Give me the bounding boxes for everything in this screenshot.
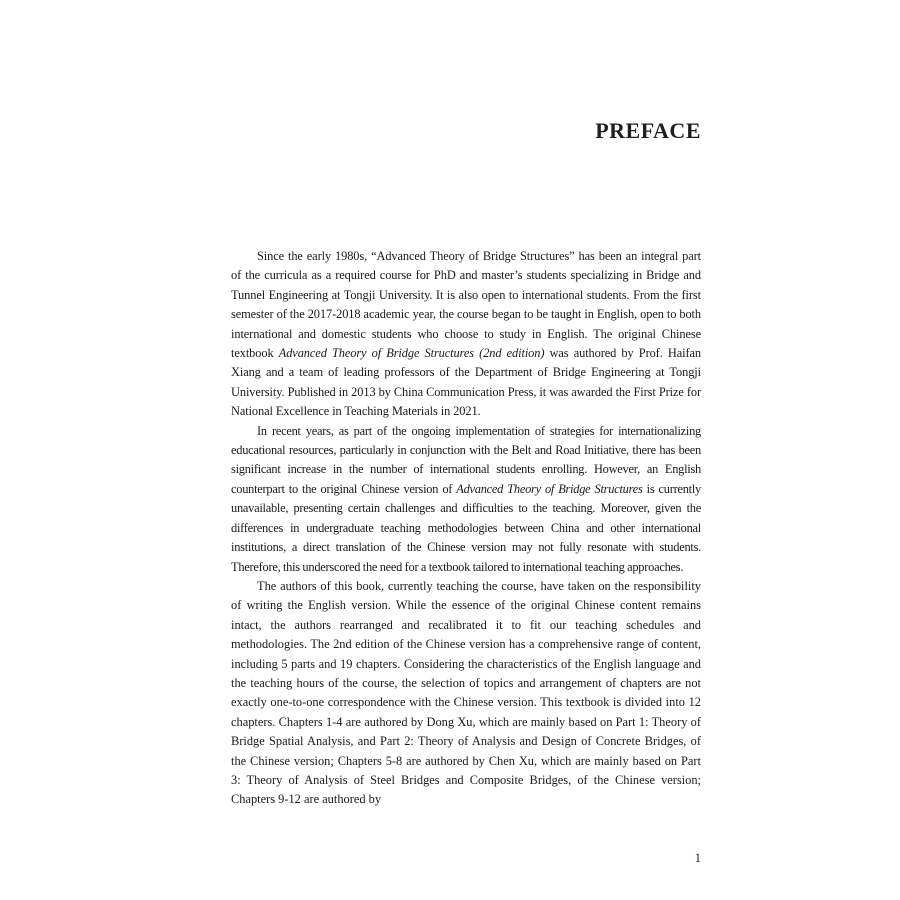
- paragraph-course-history: [231, 247, 701, 422]
- page-title: PREFACE: [595, 118, 701, 143]
- book-title-italic: Advanced Theory of Bridge Structures: [456, 481, 643, 496]
- paragraph-text: is currently unavailable, presenting certain challenges and difficulties to the teaching. Moreover, given the differences in undergraduate teaching methodologies between China and other international institutions, a direct translation of the Chinese version may not fully resonate with students. Therefore, this underscored the need for a textbook tailored to international teaching approaches.: [231, 481, 701, 574]
- paragraph-motivation: [231, 422, 701, 577]
- page-number: 1: [694, 851, 701, 865]
- preface-body: [231, 247, 701, 810]
- paragraph-text: was authored by Prof. Haifan Xiang and a team of leading professors of the Department of Bridge Engineering at Tongji University. Published in 2013 by China Communication Press, it was awarded the First Prize for National Excellence in Teaching Materials in 2021.: [231, 346, 701, 419]
- book-title-italic: Advanced Theory of Bridge Structures (2nd edition): [278, 346, 545, 361]
- paragraph-text: In recent years, as part of the ongoing implementation of strategies for internationalizing educational resources, particularly in conjunction with the Belt and Road Initiative, there has been significant increase in the number of international students enrolling. However, an English counterpart to the original Chinese version of: [231, 423, 701, 496]
- paragraph-authorship: The authors of this book, currently teaching the course, have taken on the responsibility of writing the English version. While the essence of the original Chinese content remains intact, the authors rearranged and recalibrated it to fit our teaching schedules and methodologies. The 2nd edition of the Chinese version has a comprehensive range of content, including 5 parts and 19 chapters. Considering the characteristics of the English language and the teaching hours of the course, the selection of topics and arrangement of chapters are not exactly one-to-one correspondence with the Chinese version. This textbook is divided into 12 chapters. Chapters 1-4 are authored by Dong Xu, which are mainly based on Part 1: Theory of Bridge Spatial Analysis, and Part 2: Theory of Analysis and Design of Concrete Bridges, of the Chinese version; Chapters 5-8 are authored by Chen Xu, which are mainly based on Part 3: Theory of Analysis of Steel Bridges and Composite Bridges, of the Chinese version; Chapters 9-12 are authored by: [231, 578, 701, 807]
- paragraph-text: Since the early 1980s, “Advanced Theory of Bridge Structures” has been an integral part of the curricula as a required course for PhD and master’s students specializing in Bridge and Tunnel Engineering at Tongji University. It is also open to international students. From the first semester of the 2017-2018 academic year, the course began to be taught in English, open to both international and domestic students who choose to study in English. The original Chinese textbook: [231, 249, 701, 361]
